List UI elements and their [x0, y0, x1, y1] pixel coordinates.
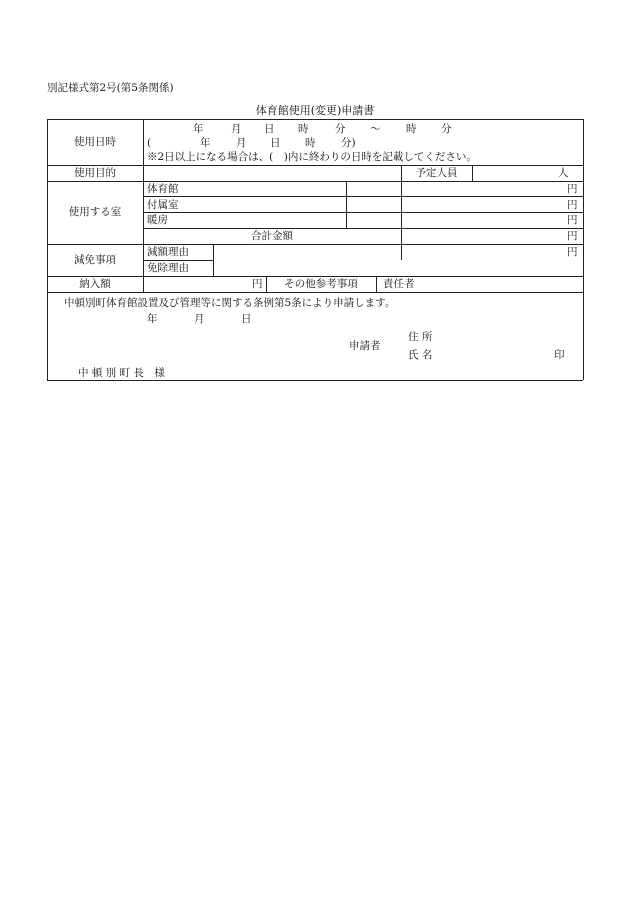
yen-unit: 円: [567, 199, 578, 211]
yen-unit: 円: [567, 230, 578, 242]
exempt-reason-label: 免除理由: [147, 262, 189, 274]
responsible-label: 責任者: [383, 278, 415, 290]
yen-unit: 円: [567, 183, 578, 195]
rooms-label: 使用する室: [68, 206, 122, 218]
addressee: 中 頓 別 町 長 様: [78, 367, 165, 379]
room-gymnasium: 体育館: [147, 183, 179, 195]
planned-people-label: 予定人員: [415, 167, 458, 179]
form-number: 別記様式第2号(第5条関係): [47, 82, 174, 94]
payment-label: 納入額: [79, 278, 111, 290]
applicant-label: 申請者: [349, 340, 381, 352]
other-notes-label: その他参考事項: [284, 278, 358, 290]
room-annex: 付属室: [147, 199, 179, 211]
yen-unit: 円: [567, 214, 578, 226]
name-label: 氏 名: [408, 349, 433, 361]
seal-mark: 印: [554, 349, 565, 361]
reduce-reason-label: 減額理由: [147, 246, 189, 258]
room-heating: 暖房: [147, 214, 168, 226]
reduction-label: 減免事項: [74, 254, 116, 266]
page-title: 体育館使用(変更)申請書: [255, 104, 375, 117]
yen-unit: 円: [567, 246, 578, 258]
usage-note: ※2日以上になる場合は、( )内に終わりの日時を記載してください。: [147, 151, 477, 163]
people-unit: 人: [558, 167, 569, 179]
usage-datetime-label: 使用日時: [74, 136, 116, 148]
declaration-text: 中頓別町体育館設置及び管理等に関する条例第5条により申請します。: [64, 297, 396, 309]
yen-unit: 円: [252, 278, 263, 290]
address-label: 住 所: [408, 331, 433, 343]
total-amount-label: 合計金額: [251, 230, 293, 242]
purpose-label: 使用目的: [74, 167, 116, 179]
